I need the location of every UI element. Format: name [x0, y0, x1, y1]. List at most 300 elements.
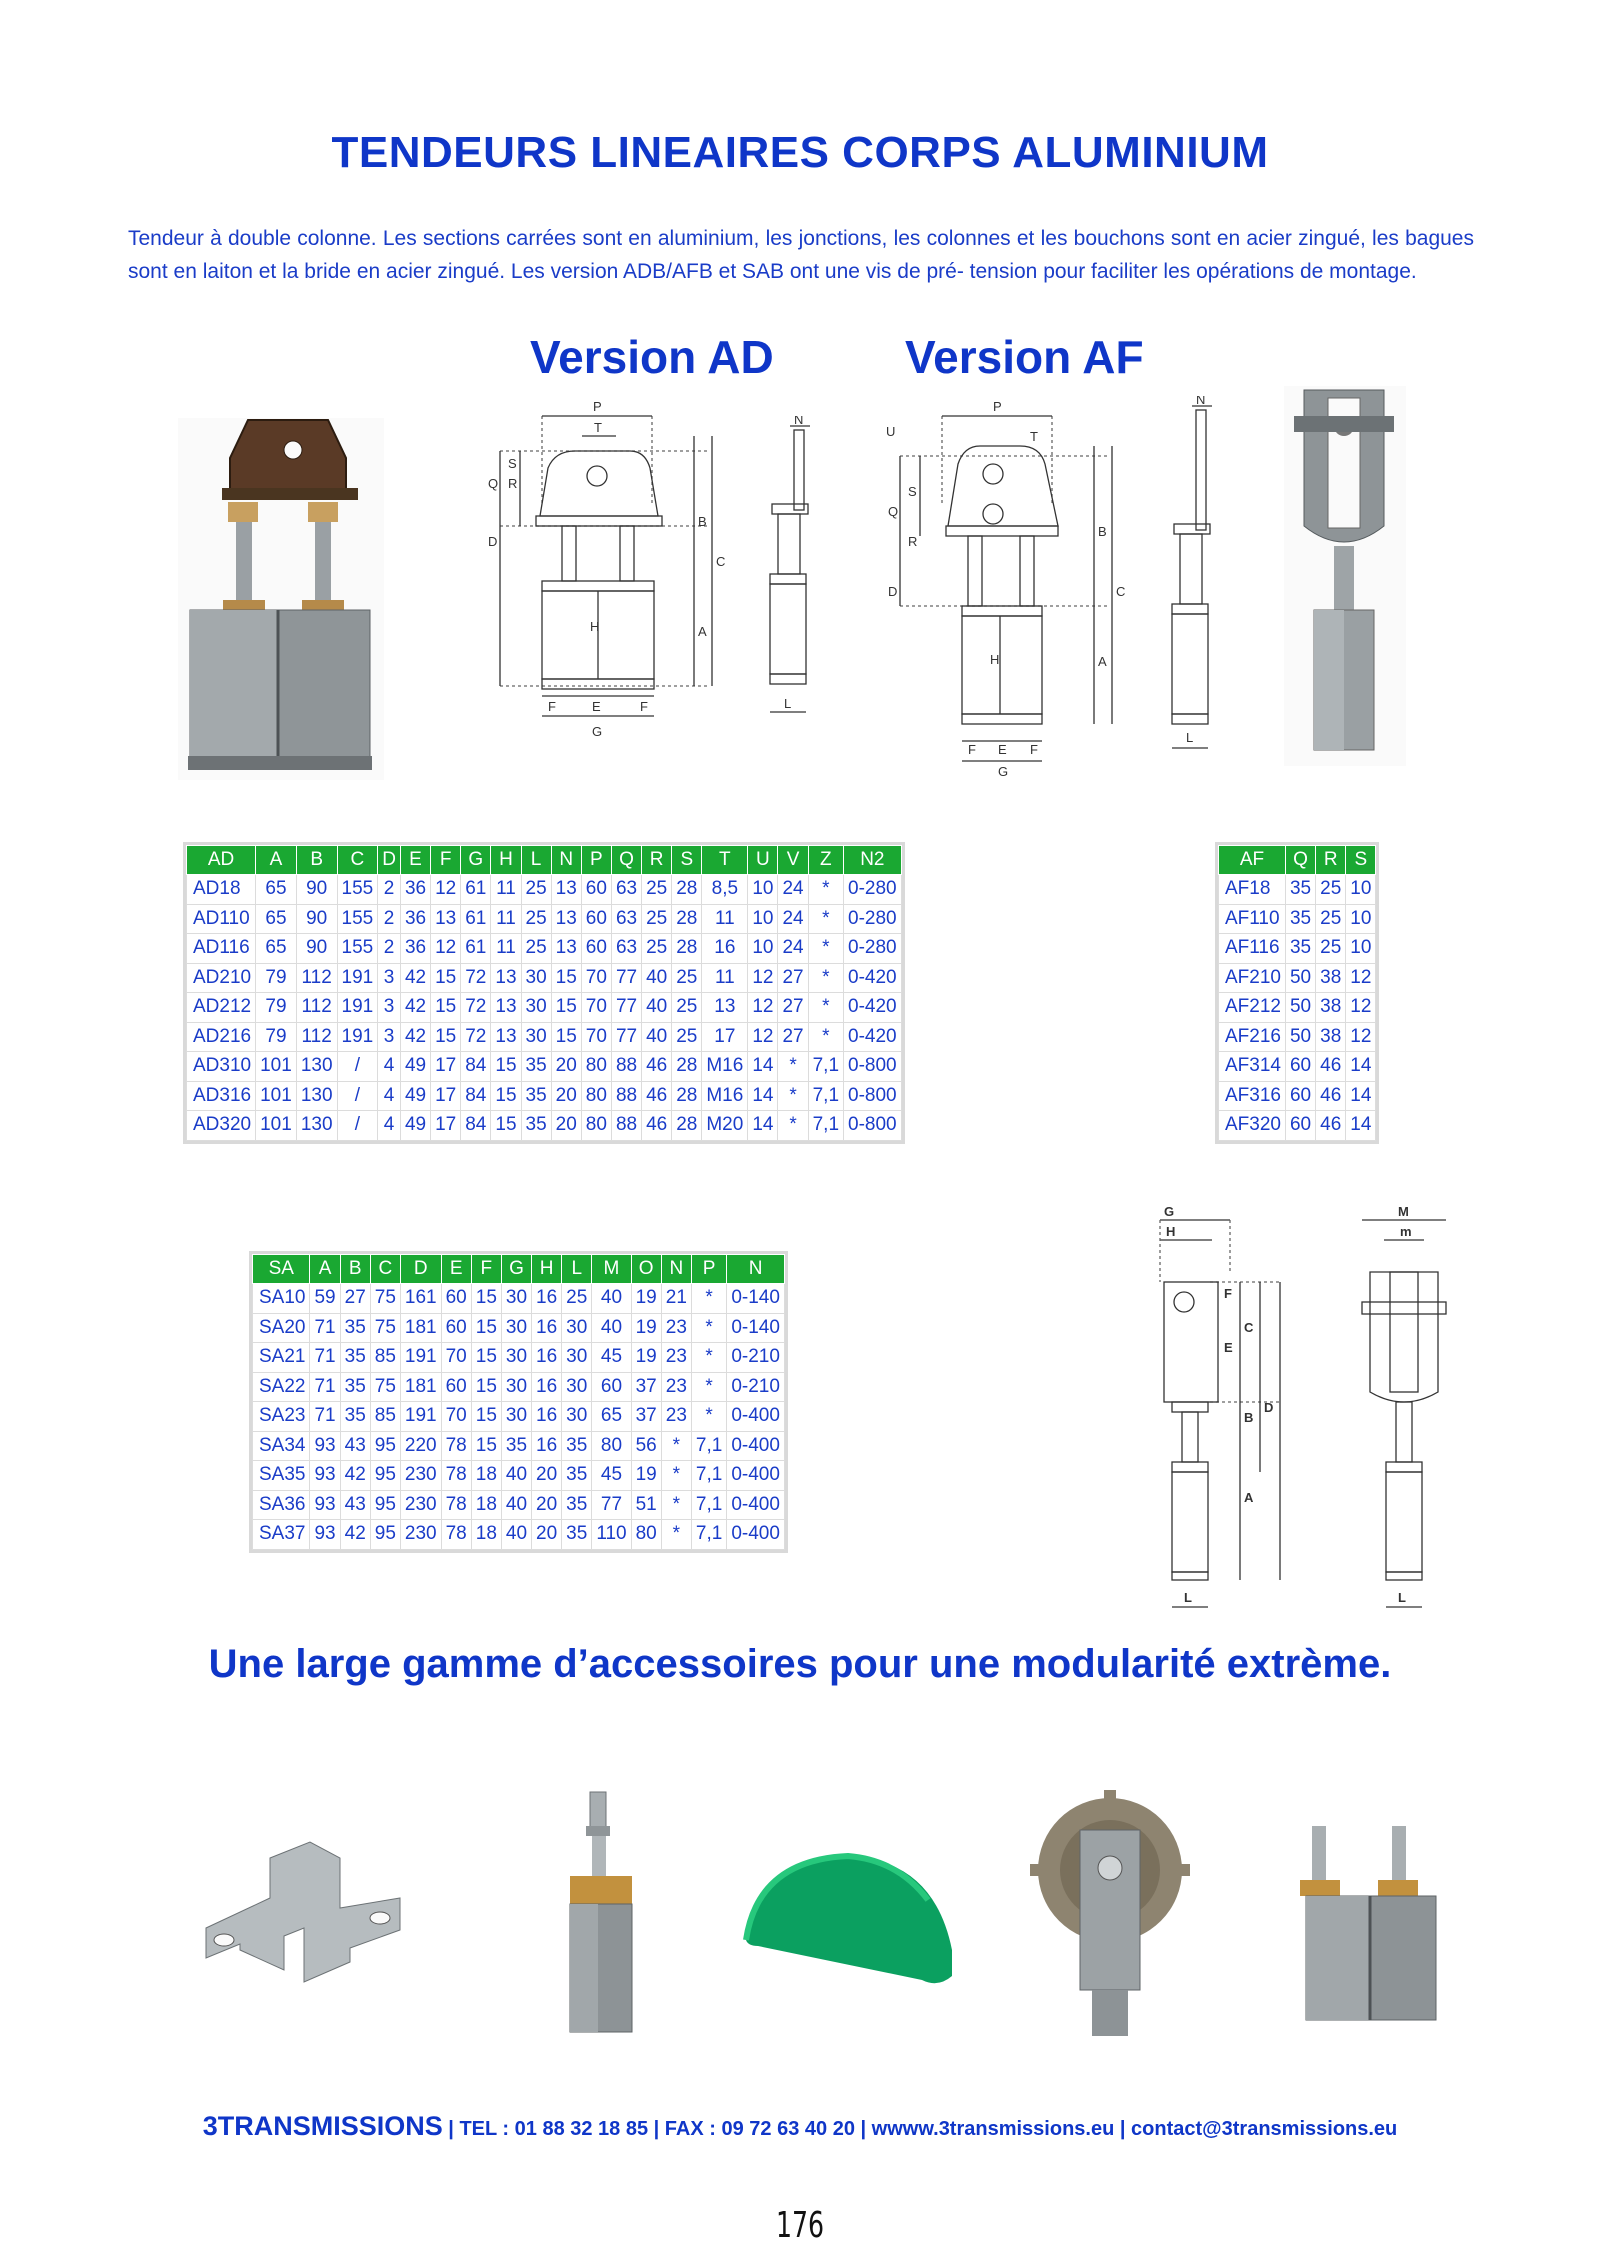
sa-table-cell: 93: [310, 1431, 340, 1461]
ad-table-cell: 79: [256, 963, 297, 993]
ad-table-cell: 15: [551, 993, 581, 1023]
ad-table-cell: 25: [672, 1022, 702, 1052]
sa-table-cell: 78: [441, 1431, 471, 1461]
sa-table-cell: 0-210: [727, 1343, 785, 1373]
sa-table-header-cell: A: [310, 1255, 340, 1284]
sa-table-cell: 95: [370, 1490, 400, 1520]
ad-table-cell: 70: [581, 993, 611, 1023]
ad-table-cell: 25: [521, 875, 551, 905]
ad-table-cell: 40: [642, 1022, 672, 1052]
ad-table-cell: AD216: [187, 1022, 256, 1052]
af-side-dimension-diagram: [1150, 396, 1240, 766]
ad-table-cell: 17: [431, 1052, 461, 1082]
sa-table-cell: 30: [562, 1343, 592, 1373]
ad-table-cell: 112: [296, 963, 337, 993]
ad-table-cell: AD310: [187, 1052, 256, 1082]
sa-table-cell: 35: [562, 1520, 592, 1550]
ad-table-cell: 17: [702, 1022, 748, 1052]
sa-table-cell: 93: [310, 1490, 340, 1520]
sa-table-cell: 230: [400, 1490, 441, 1520]
af-table-row: [1219, 1022, 1376, 1052]
ad-table-cell: 49: [400, 1052, 430, 1082]
ad-table-cell: 191: [337, 1022, 378, 1052]
ad-table-cell: 12: [748, 963, 778, 993]
ad-table-cell: 7,1: [808, 1081, 843, 1111]
ad-table-cell: 15: [551, 1022, 581, 1052]
svg-text:F: F: [548, 699, 556, 714]
sa-table-cell: 181: [400, 1313, 441, 1343]
ad-table-cell: 15: [431, 963, 461, 993]
af-table-cell: 25: [1316, 934, 1346, 964]
ad-table-cell: *: [778, 1111, 808, 1141]
sa-table-cell: *: [661, 1461, 691, 1491]
ad-table-cell: M16: [702, 1081, 748, 1111]
ad-table-cell: 7,1: [808, 1052, 843, 1082]
single-column-tensioner-photo: [556, 1786, 646, 2046]
ad-table-cell: *: [808, 904, 843, 934]
sa-table-cell: SA21: [253, 1343, 310, 1373]
ad-table-header-cell: P: [581, 846, 611, 875]
ad-table-cell: 27: [778, 963, 808, 993]
svg-text:E: E: [592, 699, 601, 714]
sa-table-cell: 51: [631, 1490, 661, 1520]
sa-table-cell: 60: [592, 1372, 631, 1402]
ad-table-cell: 101: [256, 1052, 297, 1082]
svg-text:D: D: [488, 534, 498, 549]
sa-table-cell: 85: [370, 1402, 400, 1432]
af-table-cell: 60: [1285, 1111, 1315, 1141]
sa-table-cell: 0-400: [727, 1490, 785, 1520]
svg-text:Q: Q: [488, 476, 499, 491]
sa-table-cell: 95: [370, 1520, 400, 1550]
sa-table-cell: SA10: [253, 1284, 310, 1314]
af-table-cell: 35: [1285, 875, 1315, 905]
ad-table-cell: M16: [702, 1052, 748, 1082]
af-table-cell: 60: [1285, 1081, 1315, 1111]
af-table-cell: 38: [1316, 963, 1346, 993]
ad-table-cell: 3: [378, 963, 401, 993]
ad-table-cell: /: [337, 1052, 378, 1082]
ad-table-cell: 28: [672, 904, 702, 934]
ad-table-header-cell: S: [672, 846, 702, 875]
ad-table-header-cell: H: [491, 846, 521, 875]
ad-table-cell: *: [808, 993, 843, 1023]
ad-table-cell: 40: [642, 993, 672, 1023]
af-table-cell: 46: [1316, 1052, 1346, 1082]
ad-table-cell: 3: [378, 1022, 401, 1052]
svg-text:A: A: [1098, 654, 1107, 669]
svg-text:L: L: [784, 696, 792, 711]
sa-table-row: [253, 1402, 785, 1432]
af-table-row: [1219, 1052, 1376, 1082]
sa-table-cell: 20: [532, 1461, 562, 1491]
sa-table-cell: 30: [501, 1313, 531, 1343]
sa-table-cell: 80: [631, 1520, 661, 1550]
ad-table-cell: 7,1: [808, 1111, 843, 1141]
ad-tensioner-photo: [178, 418, 384, 780]
ad-table-cell: AD316: [187, 1081, 256, 1111]
af-table-row: [1219, 1081, 1376, 1111]
ad-table-cell: 30: [521, 993, 551, 1023]
sa-table-row: [253, 1461, 785, 1491]
ad-table-cell: 0-420: [844, 1022, 902, 1052]
ad-table-cell: 13: [491, 1022, 521, 1052]
sa-table-cell: 0-400: [727, 1402, 785, 1432]
intro-paragraph: Tendeur à double colonne. Les sections carrées sont en aluminium, les jonctions, les colonnes et les bouchons sont en acier zingué, les bagues sont en laiton et la bride en acier zingué. Les version ADB/AFB et SAB ont une vis de pré- tension pour faciliter les opérations de montage.: [128, 227, 1474, 283]
ad-table-cell: 17: [431, 1111, 461, 1141]
ad-table-row: [187, 993, 902, 1023]
sa-table-cell: 230: [400, 1461, 441, 1491]
af-table-header-cell: R: [1316, 846, 1346, 875]
sa-table-cell: 56: [631, 1431, 661, 1461]
sa-table-cell: 35: [562, 1431, 592, 1461]
sa-table-header-cell: N: [661, 1255, 691, 1284]
ad-table-cell: 72: [461, 993, 491, 1023]
ad-table-cell: 130: [296, 1111, 337, 1141]
ad-table-cell: 25: [521, 904, 551, 934]
sa-table-cell: 191: [400, 1343, 441, 1373]
sa-table-header-cell: SA: [253, 1255, 310, 1284]
ad-table-cell: 4: [378, 1111, 401, 1141]
svg-text:R: R: [508, 476, 518, 491]
af-table-cell: 38: [1316, 1022, 1346, 1052]
ad-table-cell: 13: [702, 993, 748, 1023]
ad-table-cell: *: [808, 934, 843, 964]
ad-table-cell: 15: [491, 1052, 521, 1082]
ad-table-cell: 11: [491, 904, 521, 934]
ad-table-cell: 46: [642, 1081, 672, 1111]
svg-text:E: E: [1224, 1340, 1233, 1355]
svg-text:R: R: [908, 534, 918, 549]
sa-table-cell: SA22: [253, 1372, 310, 1402]
ad-table-cell: 61: [461, 934, 491, 964]
ad-table-cell: 63: [611, 875, 641, 905]
sa-table-cell: 15: [471, 1431, 501, 1461]
ad-table-cell: 15: [551, 963, 581, 993]
ad-table-row: [187, 1022, 902, 1052]
sa-table-cell: 80: [592, 1431, 631, 1461]
sa-table-cell: 18: [471, 1520, 501, 1550]
sa-table-cell: 93: [310, 1461, 340, 1491]
sa-table-cell: 35: [340, 1402, 370, 1432]
svg-text:A: A: [1244, 1490, 1254, 1505]
sa-table-cell: 30: [501, 1343, 531, 1373]
sa-table-cell: 78: [441, 1520, 471, 1550]
ad-table-cell: 112: [296, 1022, 337, 1052]
sa-table-cell: 110: [592, 1520, 631, 1550]
ad-table-header-cell: AD: [187, 846, 256, 875]
sa-table-cell: 7,1: [691, 1461, 726, 1491]
ad-table-cell: 28: [672, 1052, 702, 1082]
sa-table-cell: 85: [370, 1343, 400, 1373]
af-table-cell: AF110: [1219, 904, 1286, 934]
ad-table-cell: 0-280: [844, 904, 902, 934]
svg-text:D: D: [1264, 1400, 1274, 1415]
af-table-cell: AF210: [1219, 963, 1286, 993]
ad-table-cell: 90: [296, 875, 337, 905]
af-table-cell: 25: [1316, 904, 1346, 934]
footer-brand: 3TRANSMISSIONS: [202, 2111, 443, 2141]
sa-table-cell: 16: [532, 1343, 562, 1373]
ad-table-cell: 4: [378, 1081, 401, 1111]
ad-table-cell: 16: [702, 934, 748, 964]
ad-table-cell: 10: [748, 934, 778, 964]
ad-table-cell: 61: [461, 904, 491, 934]
ad-table-cell: 42: [400, 993, 430, 1023]
ad-table-header-cell: Q: [611, 846, 641, 875]
sa-table-cell: 15: [471, 1372, 501, 1402]
ad-table-cell: 3: [378, 993, 401, 1023]
sprocket-tensioner-photo: [1030, 1790, 1190, 2040]
ad-table-header-cell: E: [400, 846, 430, 875]
sa-table-cell: 40: [501, 1461, 531, 1491]
sa-table-cell: 71: [310, 1313, 340, 1343]
sa-table-cell: 7,1: [691, 1490, 726, 1520]
ad-table-header-cell: V: [778, 846, 808, 875]
sa-table-cell: 45: [592, 1461, 631, 1491]
ad-table-cell: 77: [611, 1022, 641, 1052]
sa-table-cell: SA37: [253, 1520, 310, 1550]
sa-table-cell: 16: [532, 1284, 562, 1314]
af-table-cell: AF316: [1219, 1081, 1286, 1111]
sa-table-header-cell: M: [592, 1255, 631, 1284]
ad-table-cell: 28: [672, 875, 702, 905]
sa-table-cell: 23: [661, 1313, 691, 1343]
af-table-row: [1219, 963, 1376, 993]
sa-table-cell: 40: [592, 1284, 631, 1314]
ad-table-cell: 2: [378, 904, 401, 934]
af-tensioner-photo: [1284, 386, 1406, 766]
svg-text:B: B: [698, 514, 707, 529]
ad-table-row: [187, 1111, 902, 1141]
af-table-cell: 38: [1316, 993, 1346, 1023]
sa-table-header-cell: F: [471, 1255, 501, 1284]
ad-table-cell: 191: [337, 963, 378, 993]
svg-text:B: B: [1244, 1410, 1254, 1425]
af-table-cell: AF212: [1219, 993, 1286, 1023]
sa-table-cell: 42: [340, 1520, 370, 1550]
svg-text:P: P: [593, 399, 602, 414]
sa-table-cell: SA20: [253, 1313, 310, 1343]
sa-table-cell: 23: [661, 1402, 691, 1432]
ad-table-cell: AD110: [187, 904, 256, 934]
ad-table-cell: AD116: [187, 934, 256, 964]
sa-table-cell: 43: [340, 1490, 370, 1520]
ad-table-cell: 25: [642, 904, 672, 934]
svg-text:S: S: [508, 456, 517, 471]
sa-table-cell: 71: [310, 1343, 340, 1373]
ad-table-cell: 46: [642, 1111, 672, 1141]
sa-table-cell: 65: [592, 1402, 631, 1432]
sa-table-cell: 30: [562, 1372, 592, 1402]
footer-contact-details: | TEL : 01 88 32 18 85 | FAX : 09 72 63 40 20 | wwww.3transmissions.eu | contact@3transmissions.eu: [442, 2118, 1398, 2140]
ad-table-header-cell: U: [748, 846, 778, 875]
sa-table-header-cell: D: [400, 1255, 441, 1284]
ad-table-cell: 101: [256, 1081, 297, 1111]
sa-table-cell: 230: [400, 1520, 441, 1550]
sa-table-cell: 0-400: [727, 1520, 785, 1550]
sa-table-cell: 40: [501, 1520, 531, 1550]
af-table-cell: 14: [1346, 1081, 1376, 1111]
sa-table-cell: 30: [501, 1372, 531, 1402]
sa-table-cell: 35: [501, 1431, 531, 1461]
sa-table-cell: 15: [471, 1284, 501, 1314]
ad-table-cell: 84: [461, 1111, 491, 1141]
sa-table-cell: 0-210: [727, 1372, 785, 1402]
sa-table-cell: 7,1: [691, 1431, 726, 1461]
ad-table-cell: 30: [521, 963, 551, 993]
ad-table-cell: 42: [400, 1022, 430, 1052]
sa-table-cell: 35: [562, 1490, 592, 1520]
sa-table-cell: *: [691, 1372, 726, 1402]
sa-table-cell: 23: [661, 1343, 691, 1373]
af-table-header-cell: Q: [1285, 846, 1315, 875]
ad-table-cell: 12: [748, 1022, 778, 1052]
ad-table-cell: 24: [778, 904, 808, 934]
sa-table-cell: *: [661, 1431, 691, 1461]
ad-table-cell: 20: [551, 1111, 581, 1141]
ad-table-header-cell: F: [431, 846, 461, 875]
ad-table-header-cell: L: [521, 846, 551, 875]
sa-table-row: [253, 1343, 785, 1373]
ad-table-header-cell: T: [702, 846, 748, 875]
sa-table-cell: 95: [370, 1431, 400, 1461]
sa-table-row: [253, 1431, 785, 1461]
sa-table-cell: 16: [532, 1313, 562, 1343]
ad-table-cell: 101: [256, 1111, 297, 1141]
af-table-cell: 12: [1346, 1022, 1376, 1052]
af-table-cell: 10: [1346, 904, 1376, 934]
ad-table-cell: 11: [702, 904, 748, 934]
svg-text:L: L: [1398, 1590, 1406, 1605]
ad-front-dimension-diagram: [480, 396, 730, 756]
ad-table-cell: 79: [256, 993, 297, 1023]
ad-table-cell: 28: [672, 934, 702, 964]
ad-table-cell: 36: [400, 904, 430, 934]
ad-table-cell: 14: [748, 1052, 778, 1082]
sa-dimensions-table: [252, 1254, 785, 1550]
green-chain-guide-photo: [738, 1850, 958, 1990]
ad-table-cell: 77: [611, 963, 641, 993]
svg-text:F: F: [1224, 1286, 1232, 1301]
sa-table-cell: 161: [400, 1284, 441, 1314]
ad-table-cell: M20: [702, 1111, 748, 1141]
ad-table-cell: 88: [611, 1111, 641, 1141]
af-table-cell: AF18: [1219, 875, 1286, 905]
svg-text:T: T: [594, 420, 602, 435]
ad-table-cell: 130: [296, 1052, 337, 1082]
svg-text:H: H: [590, 619, 600, 634]
svg-text:N: N: [1196, 396, 1206, 407]
version-ad-heading: Version AD: [530, 331, 774, 383]
ad-table-cell: AD212: [187, 993, 256, 1023]
sa-table-cell: *: [691, 1402, 726, 1432]
ad-table-cell: 0-800: [844, 1052, 902, 1082]
af-table-header-cell: S: [1346, 846, 1376, 875]
ad-table-cell: 70: [581, 963, 611, 993]
af-table-cell: 12: [1346, 963, 1376, 993]
page-number: 176: [775, 2205, 825, 2246]
ad-table-cell: 25: [642, 934, 672, 964]
ad-table-cell: 30: [521, 1022, 551, 1052]
af-table-cell: 50: [1285, 993, 1315, 1023]
ad-table-cell: 0-420: [844, 993, 902, 1023]
svg-text:H: H: [1166, 1224, 1176, 1239]
svg-text:L: L: [1186, 730, 1194, 745]
ad-dimensions-table: [186, 845, 902, 1141]
ad-table-cell: 25: [642, 875, 672, 905]
sa-table-cell: 191: [400, 1402, 441, 1432]
sa-table-cell: *: [691, 1284, 726, 1314]
ad-table-cell: 77: [611, 993, 641, 1023]
ad-table-cell: 0-800: [844, 1081, 902, 1111]
af-table-cell: AF320: [1219, 1111, 1286, 1141]
sa-table-cell: 19: [631, 1461, 661, 1491]
sa-table-cell: 78: [441, 1461, 471, 1491]
sa-table-cell: 35: [340, 1313, 370, 1343]
svg-text:F: F: [968, 742, 976, 757]
svg-text:T: T: [1030, 429, 1038, 444]
sa-table-cell: SA23: [253, 1402, 310, 1432]
sa-table-cell: 37: [631, 1372, 661, 1402]
sa-table-row: [253, 1313, 785, 1343]
sa-table-cell: 220: [400, 1431, 441, 1461]
sa-table-header-row: [253, 1255, 785, 1284]
ad-table-cell: 25: [672, 963, 702, 993]
ad-table-cell: 80: [581, 1081, 611, 1111]
ad-table-cell: 84: [461, 1081, 491, 1111]
sa-table-cell: 16: [532, 1431, 562, 1461]
af-table-row: [1219, 1111, 1376, 1141]
ad-table-cell: AD320: [187, 1111, 256, 1141]
sa-table-cell: *: [661, 1490, 691, 1520]
svg-text:E: E: [998, 742, 1007, 757]
af-table-cell: 35: [1285, 934, 1315, 964]
sa-table-cell: 20: [532, 1520, 562, 1550]
sa-table-cell: 42: [340, 1461, 370, 1491]
ad-table-cell: 191: [337, 993, 378, 1023]
ad-table-header-cell: Z: [808, 846, 843, 875]
ad-table-cell: /: [337, 1081, 378, 1111]
sa-table-cell: 59: [310, 1284, 340, 1314]
af-table-cell: 46: [1316, 1081, 1346, 1111]
ad-table-cell: 17: [431, 1081, 461, 1111]
sa-table-header-cell: L: [562, 1255, 592, 1284]
ad-table-cell: 25: [521, 934, 551, 964]
ad-table-cell: 80: [581, 1111, 611, 1141]
sa-table-row: [253, 1490, 785, 1520]
sa-table-cell: *: [691, 1343, 726, 1373]
footer-contact: [0, 2111, 1600, 2142]
sa-table-cell: 37: [631, 1402, 661, 1432]
sa-table-cell: 21: [661, 1284, 691, 1314]
ad-table-cell: 60: [581, 904, 611, 934]
sa-table-cell: 71: [310, 1402, 340, 1432]
ad-table-cell: *: [808, 1022, 843, 1052]
sa-table-cell: 78: [441, 1490, 471, 1520]
ad-table-cell: 11: [491, 875, 521, 905]
ad-table-cell: 28: [672, 1081, 702, 1111]
ad-table-cell: 40: [642, 963, 672, 993]
ad-table-cell: 14: [748, 1081, 778, 1111]
ad-table-cell: 65: [256, 934, 297, 964]
sa-table-cell: 25: [562, 1284, 592, 1314]
ad-table-cell: 0-800: [844, 1111, 902, 1141]
ad-table-cell: *: [808, 963, 843, 993]
ad-table-cell: 12: [748, 993, 778, 1023]
af-table-cell: 50: [1285, 1022, 1315, 1052]
sa-table-cell: SA34: [253, 1431, 310, 1461]
